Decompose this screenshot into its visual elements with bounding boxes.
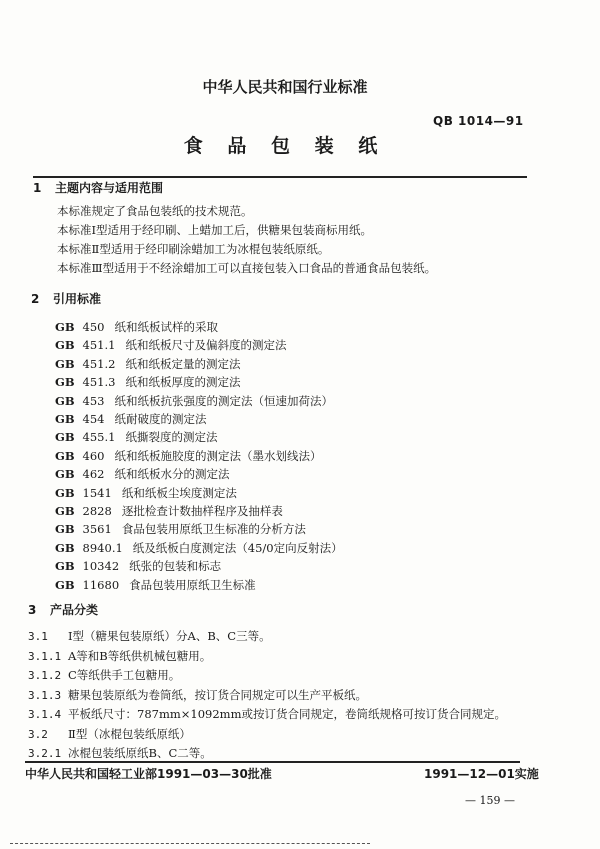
- ref-title: 纸及纸板白度测定法（45/0定向反射法）: [132, 540, 343, 555]
- clause-number: 3.2.1: [28, 747, 62, 760]
- ref-number: 460: [82, 448, 105, 463]
- ref-title: 纸张的包装和标志: [129, 559, 222, 574]
- ref-number: 450: [82, 320, 105, 334]
- ref-code: GB: [55, 540, 75, 555]
- ref-title: 逐批检查计数抽样程序及抽样表: [121, 504, 283, 518]
- page-number: — 159 —: [465, 794, 515, 807]
- approval-note: 中华人民共和国轻工业部1991—03—30批准: [25, 767, 272, 781]
- ref-number: 462: [82, 467, 105, 482]
- clause-text: 冰棍包装纸原纸B、C二等。: [68, 746, 212, 760]
- reference-item: [55, 577, 256, 593]
- ref-number: 451.1: [82, 338, 116, 353]
- ref-code: GB: [55, 559, 75, 574]
- ref-title: 食品包装用原纸卫生标准的分析方法: [121, 522, 306, 537]
- clause-number: 3.1.4: [28, 708, 62, 721]
- body-line: 本标准Ⅱ型适用于经印刷涂蜡加工为冰棍包装纸原纸。: [57, 242, 330, 256]
- section-title: 引用标准: [53, 292, 102, 306]
- reference-item: [55, 503, 283, 519]
- ref-title: 纸和纸板尺寸及偏斜度的测定法: [125, 338, 287, 353]
- ref-number: 454: [82, 412, 105, 426]
- reference-item: [55, 558, 221, 574]
- clause-number: 3.1.2: [28, 669, 62, 682]
- ref-title: 纸耐破度的测定法: [114, 412, 207, 426]
- reference-item: [55, 448, 322, 464]
- clause-number: 3.2: [28, 727, 48, 741]
- clause: [28, 628, 271, 644]
- section-number: 1: [33, 181, 42, 195]
- clause-text: Ⅱ型（冰棍包装纸原纸）: [68, 726, 191, 741]
- section-title: 主题内容与适用范围: [55, 181, 164, 195]
- ref-number: 451.3: [82, 375, 116, 390]
- ref-number: 2828: [82, 504, 112, 518]
- reference-item: [55, 485, 237, 501]
- issuing-organization: 中华人民共和国行业标准: [202, 78, 368, 96]
- reference-item: [55, 393, 333, 409]
- ref-code: GB: [55, 485, 75, 500]
- ref-number: 8940.1: [82, 540, 123, 555]
- ref-title: 纸和纸板施胶度的测定法（墨水划线法）: [114, 448, 322, 463]
- ref-code: GB: [55, 467, 75, 482]
- ref-code: GB: [55, 320, 75, 334]
- reference-item: [55, 337, 286, 353]
- document-title: 食 品 包 装 纸: [183, 135, 387, 157]
- ref-code: GB: [55, 504, 75, 518]
- section-1-heading: [33, 179, 163, 196]
- ref-code: GB: [55, 338, 75, 353]
- section-title: 产品分类: [50, 603, 99, 617]
- ref-title: 食品包装用原纸卫生标准: [129, 577, 256, 592]
- header-rule: [33, 176, 527, 178]
- scan-edge-line: [10, 843, 370, 844]
- ref-title: 纸和纸板水分的测定法: [114, 467, 230, 482]
- section-3-heading: [28, 601, 98, 618]
- ref-number: 11680: [82, 577, 120, 592]
- body-line: 本标准Ⅲ型适用于不经涂蜡加工可以直接包装入口食品的普通食品包装纸。: [57, 261, 437, 275]
- clause-number: 3.1: [28, 630, 48, 643]
- clause: [28, 745, 212, 761]
- ref-title: 纸和纸板尘埃度测定法: [121, 485, 237, 500]
- clause-text: Ⅰ型（糖果包装原纸）分A、B、C三等。: [68, 629, 271, 643]
- ref-code: GB: [55, 430, 75, 445]
- reference-item: [55, 540, 343, 556]
- reference-item: [55, 411, 207, 427]
- clause-number: 3.1.3: [28, 688, 62, 702]
- ref-code: GB: [55, 577, 75, 592]
- ref-code: GB: [55, 522, 75, 537]
- ref-title: 纸和纸板抗张强度的测定法（恒速加荷法）: [114, 393, 333, 408]
- body-line: 本标准规定了食品包装纸的技术规范。: [57, 204, 253, 218]
- section-number: 3: [28, 603, 37, 617]
- section-2-heading: [31, 290, 101, 307]
- ref-title: 纸和纸板厚度的测定法: [125, 375, 241, 390]
- ref-number: 455.1: [82, 430, 116, 445]
- clause: [28, 726, 191, 742]
- section-number: 2: [31, 292, 40, 306]
- standard-number: QB 1014—91: [433, 114, 524, 128]
- ref-number: 451.2: [82, 356, 116, 371]
- ref-code: GB: [55, 393, 75, 408]
- ref-code: GB: [55, 375, 75, 390]
- ref-number: 3561: [82, 522, 112, 537]
- ref-title: 纸撕裂度的测定法: [125, 430, 218, 445]
- reference-item: [55, 356, 240, 372]
- clause: [28, 648, 211, 664]
- ref-title: 纸和纸板试样的采取: [114, 320, 218, 334]
- reference-item: [55, 521, 306, 537]
- footer-rule: [25, 761, 520, 763]
- clause: [28, 706, 506, 722]
- ref-code: GB: [55, 412, 75, 426]
- body-line: 本标准Ⅰ型适用于经印刷、上蜡加工后，供糖果包装商标用纸。: [57, 223, 373, 237]
- clause-text: A等和B等纸供机械包糖用。: [68, 648, 212, 663]
- ref-code: GB: [55, 356, 75, 371]
- ref-code: GB: [55, 448, 75, 463]
- clause: [28, 667, 180, 683]
- ref-number: 1541: [82, 485, 112, 500]
- ref-number: 453: [82, 393, 105, 408]
- clause-text: C等纸供手工包糖用。: [68, 668, 181, 682]
- reference-item: [55, 466, 230, 482]
- ref-number: 10342: [82, 559, 120, 574]
- clause: [28, 687, 367, 703]
- effective-date: 1991—12—01实施: [424, 767, 539, 781]
- clause-number: 3.1.1: [28, 649, 62, 663]
- clause-text: 糖果包装原纸为卷筒纸，按订货合同规定可以生产平板纸。: [68, 687, 367, 702]
- reference-item: [55, 374, 240, 390]
- reference-item: [55, 319, 218, 335]
- reference-item: [55, 429, 217, 445]
- ref-title: 纸和纸板定量的测定法: [125, 356, 241, 371]
- clause-text: 平板纸尺寸：787mm×1092mm或按订货合同规定，卷筒纸规格可按订货合同规定。: [68, 707, 506, 721]
